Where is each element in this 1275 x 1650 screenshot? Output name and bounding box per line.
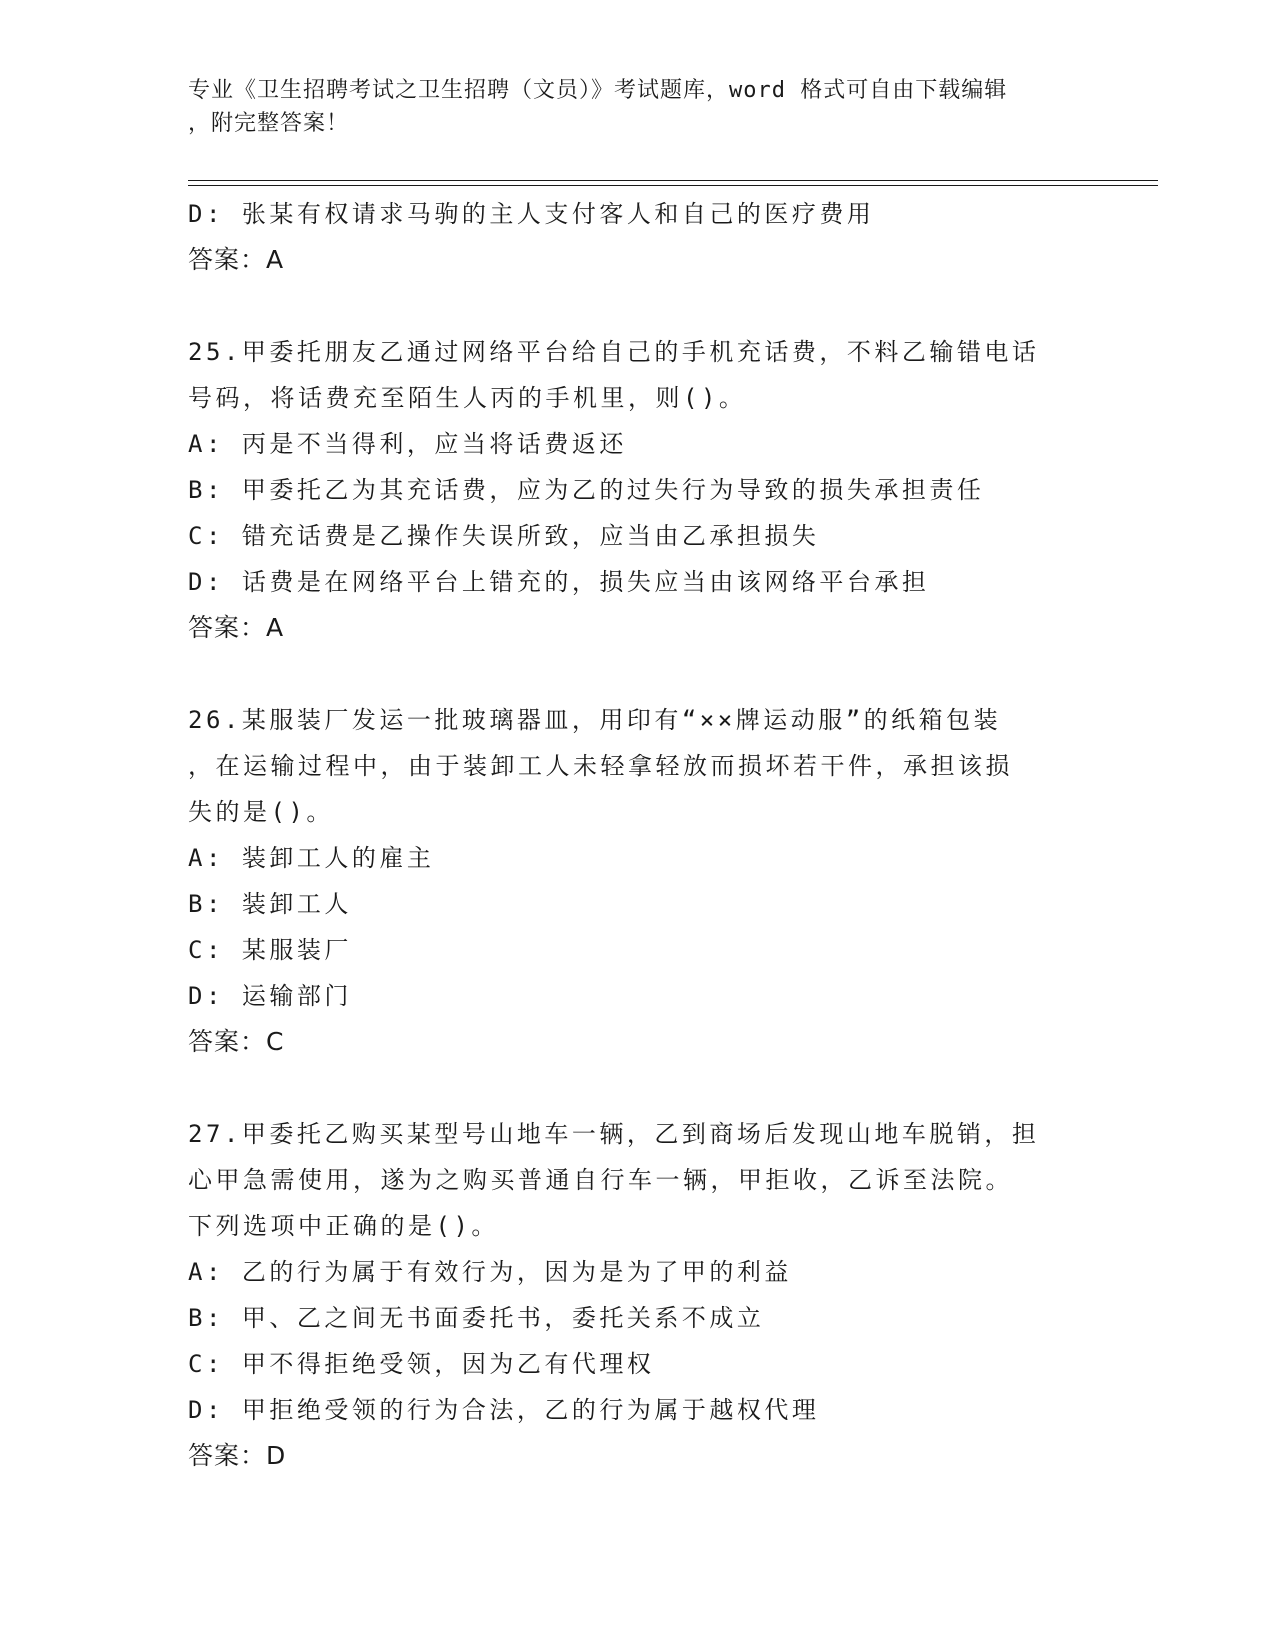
option-d: D: 话费是在网络平台上错充的，损失应当由该网络平台承担 bbox=[188, 568, 930, 596]
question-25 bbox=[188, 329, 1088, 651]
question-stem-line: 27.甲委托乙购买某型号山地车一辆，乙到商场后发现山地车脱销，担 bbox=[188, 1120, 1040, 1148]
spacer bbox=[188, 651, 1088, 697]
question-stem-line: 号码，将话费充至陌生人丙的手机里，则()。 bbox=[188, 384, 747, 412]
spacer bbox=[188, 1065, 1088, 1111]
question-stem-line: 26.某服装厂发运一批玻璃器皿，用印有“××牌运动服”的纸箱包装 bbox=[188, 706, 1002, 734]
option-b: B: 甲、乙之间无书面委托书，委托关系不成立 bbox=[188, 1304, 765, 1332]
option-c: C: 某服装厂 bbox=[188, 936, 352, 964]
previous-question-fragment bbox=[188, 191, 1088, 283]
question-stem-line: 25.甲委托朋友乙通过网络平台给自己的手机充话费，不料乙输错电话 bbox=[188, 338, 1040, 366]
question-stem-line: 下列选项中正确的是()。 bbox=[188, 1212, 499, 1240]
answer-line: 答案：A bbox=[188, 245, 285, 274]
question-26 bbox=[188, 697, 1088, 1065]
spacer bbox=[188, 283, 1088, 329]
header-line-1: 专业《卫生招聘考试之卫生招聘（文员）》考试题库，word 格式可自由下载编辑 bbox=[188, 78, 1008, 103]
page-header bbox=[188, 74, 1068, 140]
header-divider-top bbox=[188, 180, 1158, 181]
option-a: A: 乙的行为属于有效行为，因为是为了甲的利益 bbox=[188, 1258, 792, 1286]
question-list bbox=[188, 191, 1088, 1479]
question-stem-line: 心甲急需使用，遂为之购买普通自行车一辆，甲拒收，乙诉至法院。 bbox=[188, 1166, 1013, 1194]
question-27 bbox=[188, 1111, 1088, 1479]
option-d: D: 张某有权请求马驹的主人支付客人和自己的医疗费用 bbox=[188, 200, 875, 228]
question-stem-line: ，在运输过程中，由于装卸工人未轻拿轻放而损坏若干件，承担该损 bbox=[188, 752, 1013, 780]
answer-line: 答案：A bbox=[188, 613, 285, 642]
question-stem-line: 失的是()。 bbox=[188, 798, 334, 826]
option-a: A: 装卸工人的雇主 bbox=[188, 844, 435, 872]
option-c: C: 甲不得拒绝受领，因为乙有代理权 bbox=[188, 1350, 655, 1378]
answer-line: 答案：C bbox=[188, 1027, 285, 1056]
header-line-2: ，附完整答案！ bbox=[188, 111, 350, 136]
option-d: D: 运输部门 bbox=[188, 982, 352, 1010]
option-d: D: 甲拒绝受领的行为合法，乙的行为属于越权代理 bbox=[188, 1396, 820, 1424]
option-b: B: 甲委托乙为其充话费，应为乙的过失行为导致的损失承担责任 bbox=[188, 476, 985, 504]
option-b: B: 装卸工人 bbox=[188, 890, 352, 918]
option-c: C: 错充话费是乙操作失误所致，应当由乙承担损失 bbox=[188, 522, 820, 550]
answer-line: 答案：D bbox=[188, 1441, 287, 1470]
option-a: A: 丙是不当得利，应当将话费返还 bbox=[188, 430, 627, 458]
header-divider-bottom bbox=[188, 185, 1158, 186]
